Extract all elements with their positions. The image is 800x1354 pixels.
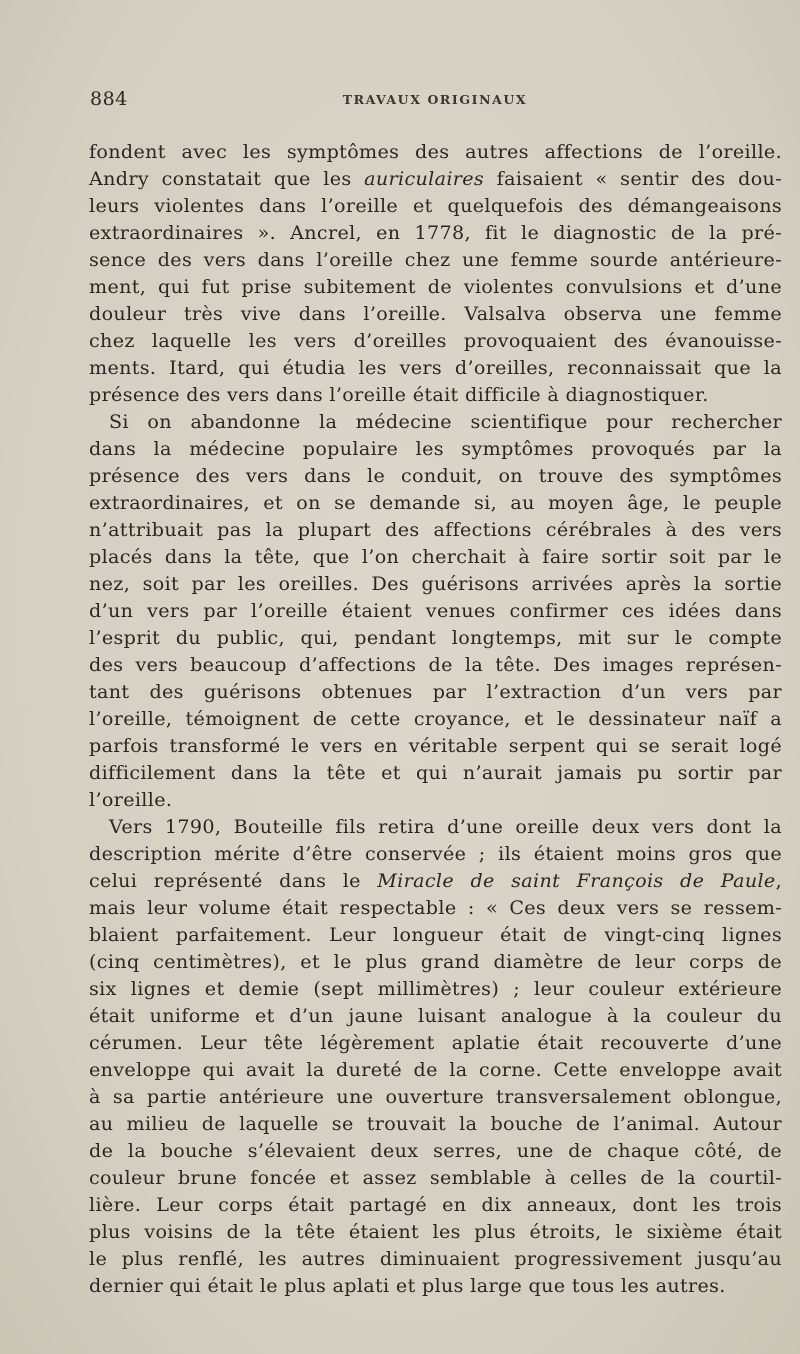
text-line: lière. Leur corps était partagé en dix anneaux, dont les trois — [89, 1193, 782, 1216]
text-line: le plus renflé, les autres diminuaient progressivement jusqu’au — [89, 1247, 782, 1270]
text-line: difficilement dans la tête et qui n’aurait jamais pu sortir par — [89, 761, 782, 784]
text-line: au milieu de laquelle se trouvait la bouche de l’animal. Autour — [89, 1112, 782, 1135]
text-line: des vers beaucoup d’affections de la tête. Des images représen- — [89, 653, 782, 676]
text-line: était uniforme et d’un jaune luisant analogue à la couleur du — [89, 1004, 782, 1027]
text-line: sence des vers dans l’oreille chez une femme sourde antérieure- — [89, 248, 782, 271]
text-line: ments. Itard, qui étudia les vers d’oreilles, reconnaissait que la — [89, 356, 782, 379]
text-line: fondent avec les symptômes des autres affections de l’oreille. — [89, 140, 782, 163]
italic-term: auriculaires — [364, 167, 485, 190]
text-line: Vers 1790, Bouteille fils retira d’une oreille deux vers dont la — [109, 815, 782, 838]
running-title: TRAVAUX ORIGINAUX — [342, 92, 528, 107]
text-line: extraordinaires ». Ancrel, en 1778, fit le diagnostic de la pré- — [89, 221, 782, 244]
body-text — [89, 138, 782, 1299]
text-line: cérumen. Leur tête légèrement aplatie était recouverte d’une — [89, 1031, 782, 1054]
text-line: dernier qui était le plus aplati et plus large que tous les autres. — [89, 1274, 726, 1297]
text-line: couleur brune foncée et assez semblable à celles de la courtil- — [89, 1166, 782, 1189]
text-line: de la bouche s’élevaient deux serres, une de chaque côté, de — [89, 1139, 782, 1162]
text-line: parfois transformé le vers en véritable serpent qui se serait logé — [89, 734, 782, 757]
text-line: présence des vers dans l’oreille était difficile à diagnostiquer. — [89, 383, 709, 406]
page-header — [90, 88, 780, 112]
text-line: nez, soit par les oreilles. Des guérisons arrivées après la sortie — [89, 572, 782, 595]
text-line: extraordinaires, et on se demande si, au moyen âge, le peuple — [89, 491, 782, 514]
text-line: présence des vers dans le conduit, on trouve des symptômes — [89, 464, 782, 487]
text-segment: Andry constatait que les — [89, 167, 365, 190]
text-line: à sa partie antérieure une ouverture transversalement oblongue, — [89, 1085, 782, 1108]
text-line: l’esprit du public, qui, pendant longtemps, mit sur le compte — [89, 626, 782, 649]
text-line: placés dans la tête, que l’on cherchait à faire sortir soit par le — [89, 545, 782, 568]
text-line: blaient parfaitement. Leur longueur était de vingt-cinq lignes — [89, 923, 782, 946]
text-line: six lignes et demie (sept millimètres) ; leur couleur extérieure — [89, 977, 782, 1000]
page-number: 884 — [90, 88, 128, 110]
text-segment: , — [775, 869, 782, 892]
italic-title: Miracle de saint François de Paule — [377, 869, 776, 892]
text-line: tant des guérisons obtenues par l’extraction d’un vers par — [89, 680, 782, 703]
text-line: Si on abandonne la médecine scientifique pour rechercher — [109, 410, 782, 433]
text-line — [89, 867, 782, 894]
text-line: mais leur volume était respectable : « Ces deux vers se ressem- — [89, 896, 782, 919]
text-segment: celui représenté dans le — [89, 869, 378, 892]
text-line: l’oreille. — [89, 788, 173, 811]
text-line: leurs violentes dans l’oreille et quelquefois des démangeaisons — [89, 194, 782, 217]
text-line: description mérite d’être conservée ; ils étaient moins gros que — [89, 842, 782, 865]
text-line: ment, qui fut prise subitement de violentes convulsions et d’une — [89, 275, 782, 298]
text-line: plus voisins de la tête étaient les plus étroits, le sixième était — [89, 1220, 782, 1243]
text-line: douleur très vive dans l’oreille. Valsalva observa une femme — [89, 302, 782, 325]
text-line: (cinq centimètres), et le plus grand diamètre de leur corps de — [89, 950, 782, 973]
text-line: n’attribuait pas la plupart des affections cérébrales à des vers — [89, 518, 782, 541]
text-line: enveloppe qui avait la dureté de la corne. Cette enveloppe avait — [89, 1058, 782, 1081]
text-segment: faisaient « sentir des dou- — [484, 167, 782, 190]
text-line — [89, 165, 782, 192]
text-line: l’oreille, témoignent de cette croyance, et le dessinateur naïf a — [89, 707, 782, 730]
text-line: dans la médecine populaire les symptômes provoqués par la — [89, 437, 782, 460]
text-line: d’un vers par l’oreille étaient venues confirmer ces idées dans — [89, 599, 782, 622]
text-line: chez laquelle les vers d’oreilles provoquaient des évanouisse- — [89, 329, 782, 352]
